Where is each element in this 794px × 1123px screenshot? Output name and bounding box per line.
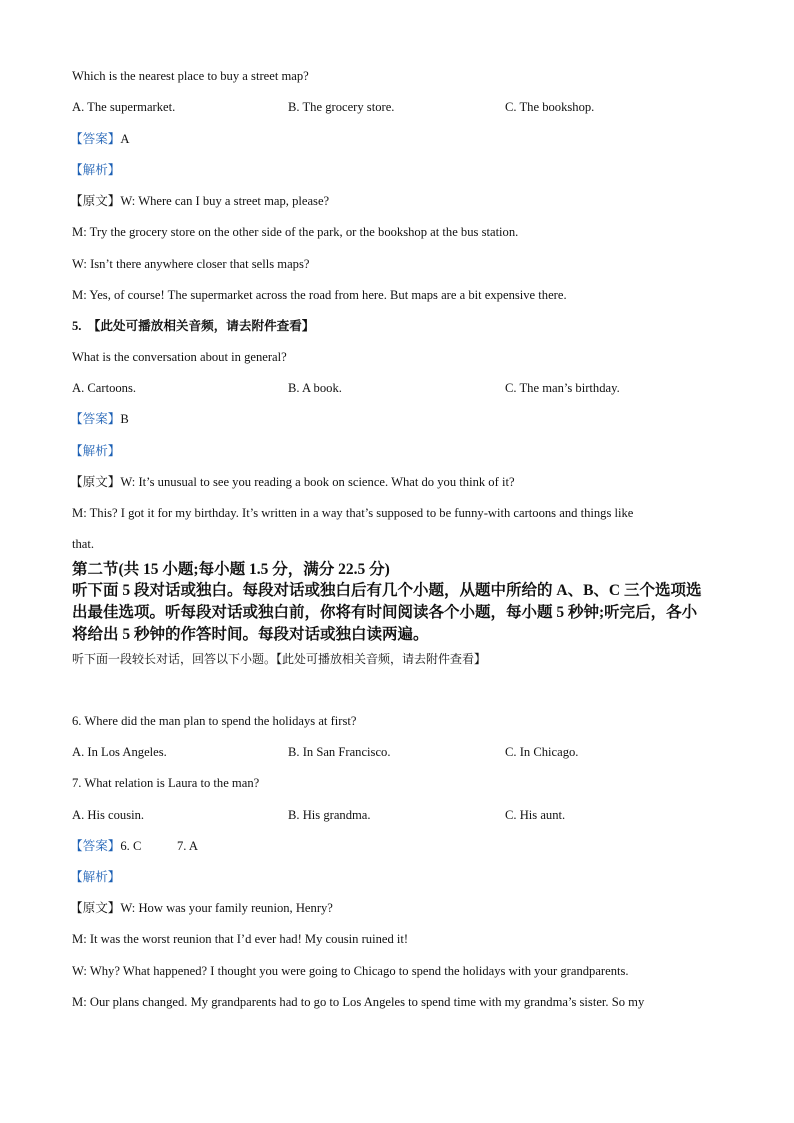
q5-transcript-line-2: M: This? I got it for my birthday. It’s written in a way that’s supposed to be funny-with cartoons and things like bbox=[72, 506, 634, 520]
q5-transcript-line-1 bbox=[70, 474, 720, 490]
q5-transcript-line-3: that. bbox=[72, 537, 95, 551]
answer-tag: 【答案】 bbox=[70, 839, 121, 853]
q4-question: Which is the nearest place to buy a street map? bbox=[72, 69, 309, 83]
q4-transcript-line-1 bbox=[70, 193, 720, 209]
q67-transcript-line-1 bbox=[70, 900, 720, 916]
q5-audio-note: 【此处可播放相关音频，请去附件查看】 bbox=[87, 319, 315, 333]
q6-option-b: B. In San Francisco. bbox=[288, 745, 391, 759]
q7-answer-value: 7. A bbox=[177, 839, 198, 853]
q4-option-c: C. The bookshop. bbox=[505, 100, 595, 114]
transcript-tag: 【原文】 bbox=[70, 475, 121, 489]
q7-question: 7. What relation is Laura to the man? bbox=[72, 776, 260, 790]
q4-transcript-line-4: M: Yes, of course! The supermarket across the road from here. But maps are a bit expensive there. bbox=[72, 288, 567, 302]
q6-option-a: A. In Los Angeles. bbox=[72, 745, 167, 759]
q5-line-1-text: W: It’s unusual to see you reading a book on science. What do you think of it? bbox=[120, 475, 515, 489]
q67-line-1-text: W: How was your family reunion, Henry? bbox=[120, 901, 333, 915]
q5-answer bbox=[70, 411, 720, 427]
q5-answer-value: B bbox=[120, 412, 129, 426]
q5-option-a: A. Cartoons. bbox=[72, 381, 137, 395]
q67-transcript-line-4: M: Our plans changed. My grandparents had to go to Los Angeles to spend time with my grandma’s sister. So my bbox=[72, 995, 645, 1009]
q5-number: 5. bbox=[72, 319, 82, 333]
q5-option-c: C. The man’s birthday. bbox=[505, 381, 620, 395]
section2-instruction-3: 将给出 5 秒钟的作答时间。每段对话或独白读两遍。 bbox=[72, 626, 429, 643]
q67-transcript-line-3: W: Why? What happened? I thought you were going to Chicago to spend the holidays with your grandparents. bbox=[72, 964, 629, 978]
q7-option-c: C. His aunt. bbox=[505, 808, 566, 822]
q4-option-a: A. The supermarket. bbox=[72, 100, 176, 114]
q7-option-a: A. His cousin. bbox=[72, 808, 145, 822]
q4-option-b: B. The grocery store. bbox=[288, 100, 395, 114]
section2-listen-note: 听下面一段较长对话，回答以下小题。【此处可播放相关音频，请去附件查看】 bbox=[72, 652, 487, 666]
section2-instruction-2: 出最佳选项。听每段对话或独白前，你将有时间阅读各个小题，每小题 5 秒钟;听完后，各小 bbox=[72, 604, 698, 621]
answer-tag: 【答案】 bbox=[70, 132, 121, 146]
q4-answer-value: A bbox=[120, 132, 130, 146]
q5-header bbox=[72, 318, 722, 334]
q4-answer bbox=[70, 131, 720, 147]
q5-option-b: B. A book. bbox=[288, 381, 342, 395]
section2-heading: 第二节(共 15 小题;每小题 1.5 分，满分 22.5 分) bbox=[72, 561, 390, 578]
transcript-tag: 【原文】 bbox=[70, 901, 121, 915]
q7-option-b: B. His grandma. bbox=[288, 808, 371, 822]
transcript-tag: 【原文】 bbox=[70, 194, 121, 208]
q4-analysis-tag: 【解析】 bbox=[70, 163, 121, 177]
q4-transcript-line-2: M: Try the grocery store on the other side of the park, or the bookshop at the bus station. bbox=[72, 225, 519, 239]
q5-analysis-tag: 【解析】 bbox=[70, 444, 121, 458]
q67-answer bbox=[70, 838, 720, 854]
q6-question: 6. Where did the man plan to spend the holidays at first? bbox=[72, 714, 357, 728]
section2-instruction-1: 听下面 5 段对话或独白。每段对话或独白后有几个小题，从题中所给的 A、B、C 三个选项选 bbox=[72, 582, 702, 599]
q4-transcript-line-3: W: Isn’t there anywhere closer that sells maps? bbox=[72, 257, 310, 271]
q4-line-1-text: W: Where can I buy a street map, please? bbox=[120, 194, 330, 208]
q5-question: What is the conversation about in general? bbox=[72, 350, 287, 364]
q6-option-c: C. In Chicago. bbox=[505, 745, 579, 759]
q6-answer-value: 6. C bbox=[120, 839, 142, 853]
answer-tag: 【答案】 bbox=[70, 412, 121, 426]
q67-transcript-line-2: M: It was the worst reunion that I’d ever had! My cousin ruined it! bbox=[72, 932, 409, 946]
q67-analysis-tag: 【解析】 bbox=[70, 870, 121, 884]
